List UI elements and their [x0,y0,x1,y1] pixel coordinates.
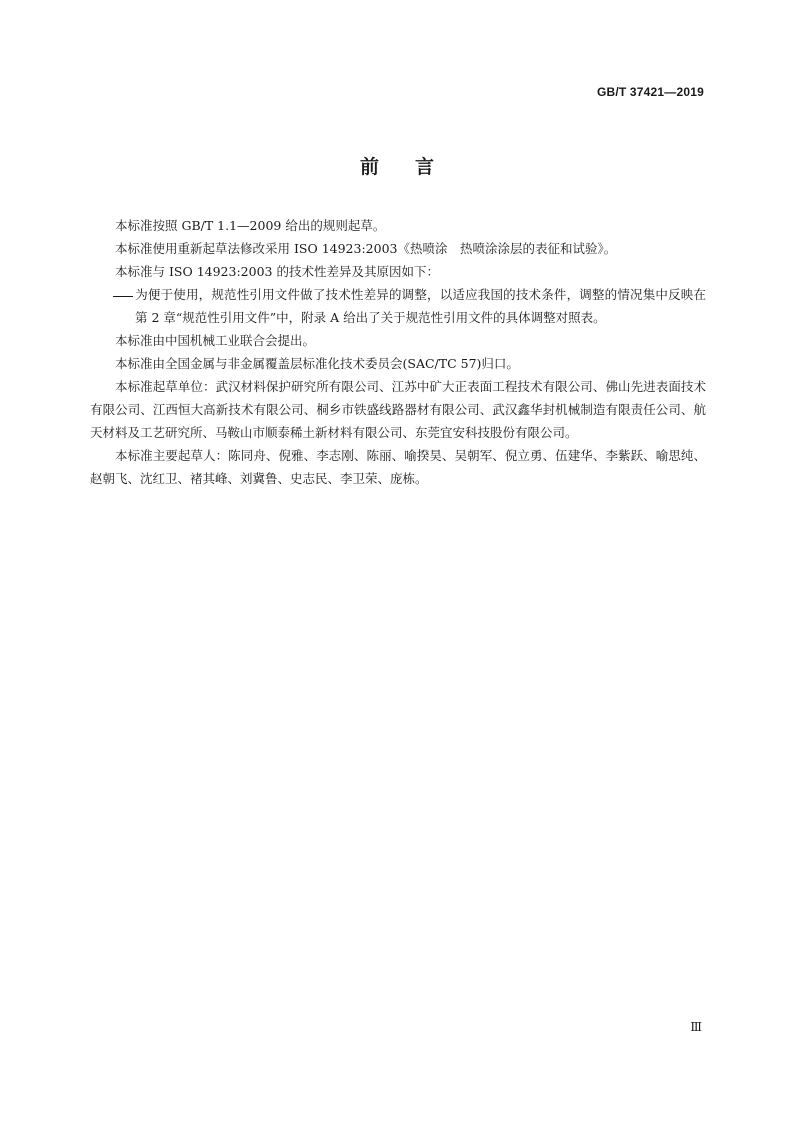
page-number: Ⅲ [690,1020,702,1034]
difference-list-item [90,283,706,329]
dash-mark [113,289,136,302]
drafters-paragraph: 本标准主要起草人：陈同舟、倪雅、李志刚、陈丽、喻揆昊、吴朝军、倪立勇、伍建华、李紫跃、喻思纯、赵朝飞、沈红卫、褚其峰、刘冀鲁、史志民、李卫荣、庞栋。 [90,448,706,486]
page-title: 前言 [359,156,470,178]
technical-committee-paragraph: 本标准由全国金属与非金属覆盖层标准化技术委员会(SAC/TC 57)归口。 [115,356,519,371]
proposer-paragraph: 本标准由中国机械工业联合会提出。 [115,333,316,348]
standard-code: GB/T 37421—2019 [596,85,704,99]
technical-differences-paragraph: 本标准与 ISO 14923:2003 的技术性差异及其原因如下： [115,264,439,279]
adoption-method-paragraph: 本标准使用重新起草法修改采用 ISO 14923:2003《热喷涂 热喷涂涂层的表征和试验》。 [115,241,617,256]
drafting-organizations-paragraph: 本标准起草单位：武汉材料保护研究所有限公司、江苏中矿大正表面工程技术有限公司、佛山先进表面技术有限公司、江西恒大高新技术有限公司、桐乡市铁盛线路器材有限公司、武汉鑫华封机械制造有限责任公司、航天材料及工艺研究所、马鞍山市顺泰稀土新材料有限公司、东莞宜安科技股份有限公司。 [90,379,706,440]
difference-list-item-text: 为便于使用，规范性引用文件做了技术性差异的调整，以适应我国的技术条件，调整的情况集中反映在第 2 章“规范性引用文件”中，附录 A 给出了关于规范性引用文件的具体调整对照表。 [135,287,706,325]
drafting-rules-paragraph: 本标准按照 GB/T 1.1—2009 给出的规则起草。 [115,218,386,233]
foreword-body [90,214,706,490]
